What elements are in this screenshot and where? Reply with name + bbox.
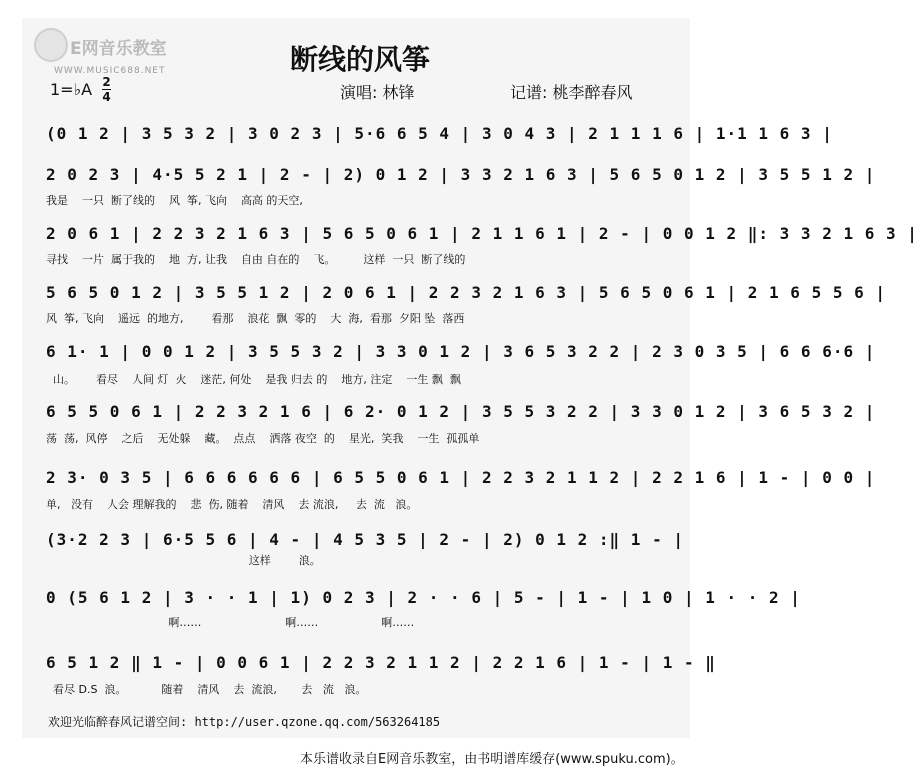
lyrics-row-9: 啊…… 啊…… 啊…… [46,616,415,629]
singer-credit: 演唱: 林锋 [340,83,415,102]
lyrics-row-7: 单, 没有 人会 理解我的 悲 伤, 随着 清风 去 流浪, 去 流 浪。 [46,498,418,511]
notation-row-6: 6 5 5 0 6 1 | 2 2 3 2 1 6 | 6 2· 0 1 2 | 3 5 5 3 2 2 | 3 3 0 1 2 | 3 6 5 3 2 | [46,402,876,421]
logo-text: E网音乐教室 [70,39,167,59]
source-note: 本乐谱收录自E网音乐教室，由书明谱库缓存(www.spuku.com)。 [300,752,684,767]
lyrics-row-8: 这样 浪。 [46,554,321,567]
notation-row-5: 6 1· 1 | 0 0 1 2 | 3 5 5 3 2 | 3 3 0 1 2 | 3 6 5 3 2 2 | 2 3 0 3 5 | 6 6 6·6 | [46,342,876,361]
meter-bottom: 4 [102,90,111,104]
lyrics-row-6: 荡 荡, 风停 之后 无处躲 藏。 点点 洒落 夜空 的 星光, 笑我 一生 孤孤单 [46,432,480,445]
key-signature: 1=♭A [50,80,93,99]
lyrics-row-3: 寻找 一片 属于我的 地 方, 让我 自由 自在的 飞。 这样 一只 断了线的 [46,253,466,266]
notation-row-1: (0 1 2 | 3 5 3 2 | 3 0 2 3 | 5·6 6 5 4 | 3 0 4 3 | 2 1 1 1 6 | 1·1 1 6 3 | [46,124,833,143]
notation-row-7: 2 3· 0 3 5 | 6 6 6 6 6 6 | 6 5 5 0 6 1 | 2 2 3 2 1 1 2 | 2 2 1 6 | 1 - | 0 0 | [46,468,876,487]
lyrics-row-2: 我是 一只 断了线的 风 筝, 飞向 高高 的天空, [46,194,303,207]
transcriber-credit: 记谱: 桃李醉春风 [510,83,633,102]
lyrics-row-10: 看尽 D.S 浪。 随着 清风 去 流浪, 去 流 浪。 [46,683,367,696]
notation-row-2: 2 0 2 3 | 4·5 5 2 1 | 2 - | 2) 0 1 2 | 3 3 2 1 6 3 | 5 6 5 0 1 2 | 3 5 5 1 2 | [46,165,876,184]
lyrics-row-4: 风 筝, 飞向 遥远 的地方, 看那 浪花 飘 零的 大 海, 看那 夕阳 坠 落西 [46,312,465,325]
notation-row-10: 6 5 1 2 ‖ 1 - | 0 0 6 1 | 2 2 3 2 1 1 2 | 2 2 1 6 | 1 - | 1 - ‖ [46,653,716,672]
lyrics-row-5: 山。 看尽 人间 灯 火 迷茫, 何处 是我 归去 的 地方, 注定 一生 飘 飘 [46,373,461,386]
transcriber-link[interactable]: 欢迎光临醉春风记谱空间: http://user.qzone.qq.com/563264185 [48,715,441,729]
song-title: 断线的风筝 [289,43,430,76]
time-signature [102,76,111,103]
logo-url: WWW.MUSIC688.NET [54,66,166,76]
meter-top: 2 [102,75,111,89]
notation-row-9: 0 (5 6 1 2 | 3 · · 1 | 1) 0 2 3 | 2 · · 6 | 5 - | 1 - | 1 0 | 1 · · 2 | [46,588,801,607]
notation-row-8: (3·2 2 3 | 6·5 5 6 | 4 - | 4 5 3 5 | 2 - | 2) 0 1 2 :‖ 1 - | [46,530,684,549]
notation-row-4: 5 6 5 0 1 2 | 3 5 5 1 2 | 2 0 6 1 | 2 2 3 2 1 6 3 | 5 6 5 0 6 1 | 2 1 6 5 5 6 | [46,283,886,302]
notation-row-3: 2 0 6 1 | 2 2 3 2 1 6 3 | 5 6 5 0 6 1 | 2 1 1 6 1 | 2 - | 0 0 1 2 ‖: 3 3 2 1 6 3 | [46,224,918,243]
lyrics-row-1 [46,148,670,164]
